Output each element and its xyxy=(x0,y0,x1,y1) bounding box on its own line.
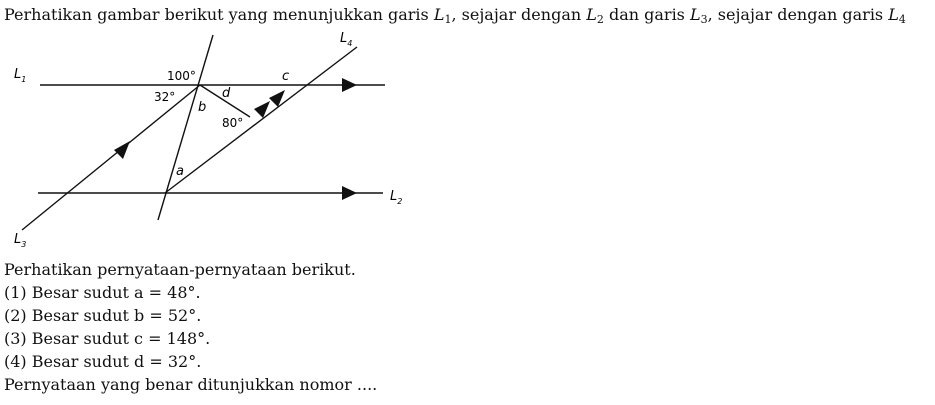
statement-item: (3) Besar sudut c = 148°. xyxy=(4,329,211,348)
arrow-l1 xyxy=(342,78,357,92)
statement-item: (4) Besar sudut d = 32°. xyxy=(4,352,202,371)
label-l4: $L_4$ xyxy=(340,31,353,48)
label-l1: $L_1$ xyxy=(14,67,27,84)
angle-label-b: b xyxy=(198,100,207,115)
intro-l3-sub: 3 xyxy=(700,13,708,26)
intro-part4: , sejajar dengan garis xyxy=(707,5,889,24)
statement-item: (1) Besar sudut a = 48°. xyxy=(4,283,201,302)
arrow-l3 xyxy=(114,141,130,159)
label-l2: $L_2$ xyxy=(390,189,403,206)
geometry-figure xyxy=(0,28,420,258)
intro-l4-letter: L xyxy=(888,5,899,24)
question-text: Pernyataan yang benar ditunjukkan nomor .... xyxy=(4,375,378,394)
intro-l4-sub: 4 xyxy=(898,13,906,26)
intro-text xyxy=(4,4,934,26)
angle-label-100: 100° xyxy=(167,69,196,83)
statement-item: (2) Besar sudut b = 52°. xyxy=(4,306,202,325)
angle-label-d: d xyxy=(222,86,231,101)
intro-l2-letter: L xyxy=(586,5,597,24)
statements-block xyxy=(4,258,604,396)
angle-label-a: a xyxy=(176,164,184,179)
angle-label-32: 32° xyxy=(154,90,176,104)
angle-label-c: c xyxy=(282,69,290,84)
intro-l1-sub: 1 xyxy=(444,13,452,26)
intro-part2: , sejajar dengan xyxy=(451,5,587,24)
angle-label-80: 80° xyxy=(222,116,244,130)
intro-l1-letter: L xyxy=(433,5,445,24)
statements-prompt: Perhatikan pernyataan-pernyataan berikut. xyxy=(4,260,356,279)
intro-part3: dan garis xyxy=(603,5,690,24)
label-l3: $L_3$ xyxy=(14,232,27,249)
intro-l2-sub: 2 xyxy=(596,13,604,26)
geometry-diagram xyxy=(0,28,420,258)
line-l3 xyxy=(22,85,200,230)
intro-l3-letter: L xyxy=(689,5,701,24)
intro-part1: Perhatikan gambar berikut yang menunjukkan garis xyxy=(4,5,434,24)
arrow-l2 xyxy=(342,186,357,200)
transversal-line xyxy=(158,35,213,220)
